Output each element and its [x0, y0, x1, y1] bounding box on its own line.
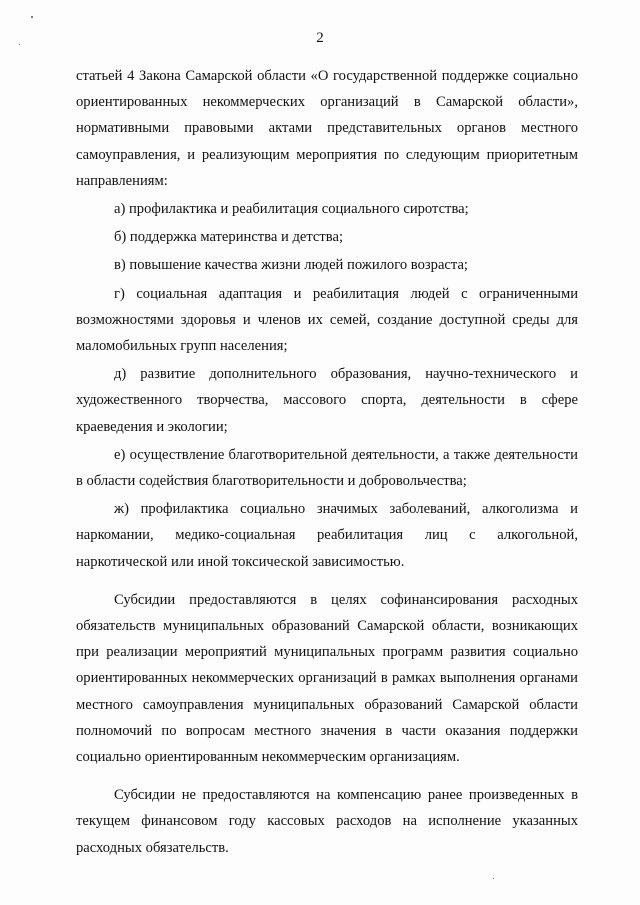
scan-speck [31, 16, 33, 18]
document-body [76, 63, 578, 861]
list-item-d: д) развитие дополнительного образования, научно-технического и художественного творчества, массового спорта, деятельности в сфере краеведения и экологии; [76, 366, 578, 435]
list-item-e: е) осуществление благотворительной деятельности, а также деятельности в области содействия благотворительности и добровольчества; [76, 446, 578, 490]
list-item-a: а) профилактика и реабилитация социального сиротства; [114, 201, 469, 218]
list-item-zh: ж) профилактика социально значимых заболеваний, алкоголизма и наркомании, медико-социальная реабилитация лиц с алкогольной, наркотической или иной токсической зависимостью. [76, 501, 578, 570]
list-item-b: б) поддержка материнства и детства; [114, 229, 344, 246]
list-item-v: в) повышение качества жизни людей пожилого возраста; [114, 257, 468, 274]
scan-speck [493, 878, 494, 879]
paragraph-intro: статьей 4 Закона Самарской области «О государственной поддержке социально ориентированных некоммерческих организаций в Самарской области», нормативными правовыми актами представительных органов местного самоуправления, и реализующим мероприятия по следующим приоритетным направлениям: [76, 68, 578, 189]
list-item-g: г) социальная адаптация и реабилитация людей с ограниченными возможностями здоровья и членов их семей, создание доступной среды для маломобильных групп населения; [76, 285, 578, 355]
page-number: 2 [316, 30, 324, 46]
paragraph-subsidies-purpose: Субсидии предоставляются в целях софинансирования расходных обязательств муниципальных образований Самарской области, возникающих при реализации мероприятий муниципальных программ развития социально ориентированных некоммерческих организаций в рамках выполнения органами местного самоуправления муниципальных образований Самарской области полномочий по вопросам местного значения в части оказания поддержки социально ориентированным некоммерческим организациям. [76, 591, 578, 766]
paragraph-subsidies-exclusion: Субсидии не предоставляются на компенсацию ранее произведенных в текущем финансовом году кассовых расходов на исполнение указанных расходных обязательств. [76, 787, 578, 856]
